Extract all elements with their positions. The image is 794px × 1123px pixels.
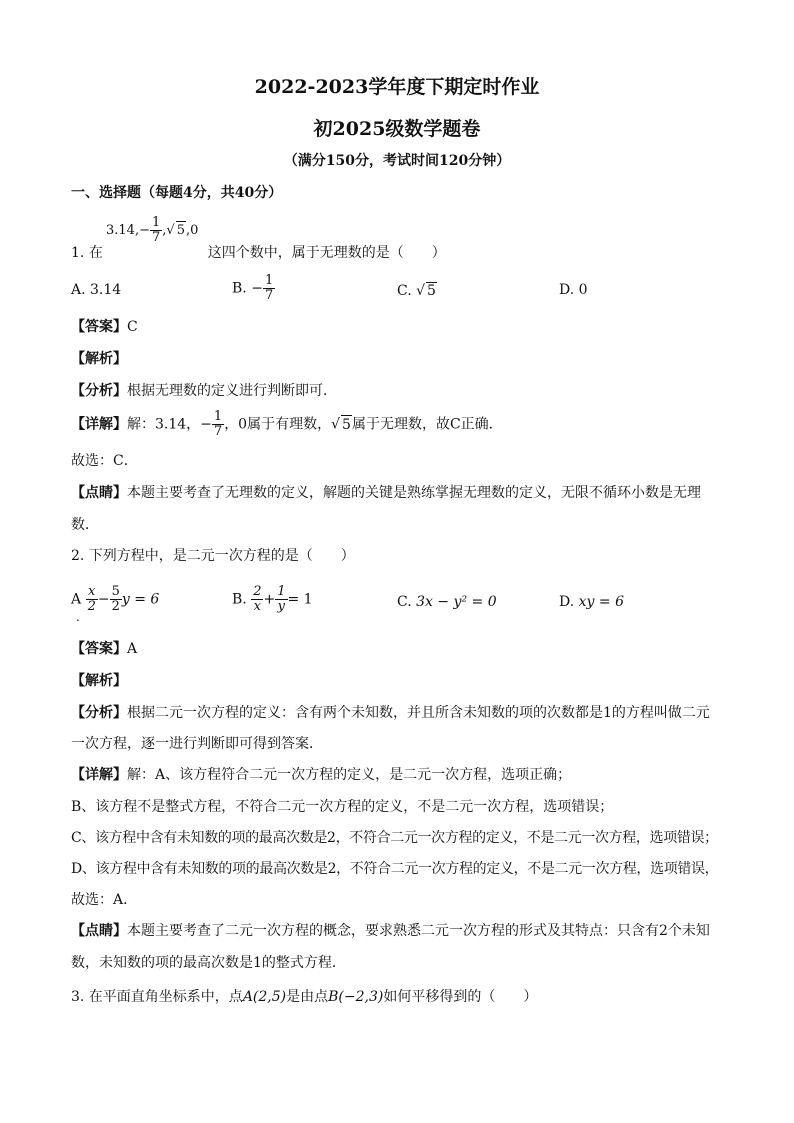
q2-opt-b-f1-num: 2: [253, 584, 262, 599]
q2-opt-a-fraction-2: [110, 585, 122, 614]
q1-xiangjie-a: 解：3.14，: [127, 416, 201, 433]
q2-opt-a-dot: .: [76, 610, 80, 624]
q1-opt-b-minus: −: [251, 280, 263, 297]
q3-stem: [71, 988, 537, 1006]
q1-opt-c-label: C.: [397, 283, 412, 299]
q2-option-a: [71, 585, 159, 614]
q2-option-b: [232, 585, 313, 614]
q1-prefix: 在: [88, 245, 103, 261]
q1-guxuan: 故选：C．: [71, 453, 138, 469]
q2-xiangjie-b: B、该方程不是整式方程，不符合二元一次方程的定义，不是二元一次方程，选项错误；: [71, 799, 614, 815]
q2-opt-b-f1-den: x: [253, 599, 262, 614]
q1-fenxi-text: 根据无理数的定义进行判断即可．: [127, 383, 337, 399]
q3-stem-b: 是由点: [286, 989, 329, 1005]
q2-opt-a-fraction-1: [86, 585, 98, 614]
q1-opt-b-label: B.: [232, 280, 247, 297]
q2-opt-b-fraction-2: [275, 585, 287, 614]
q1-xiangjie-num: 1: [213, 409, 223, 424]
answer-tag: 【答案】: [71, 641, 127, 657]
q1-expr-tail: ,0: [185, 223, 199, 238]
fenxi-tag: 【分析】: [71, 705, 127, 721]
q1-xiangjie-c: 属于无理数，故C正确．: [351, 416, 503, 433]
q1-number: 1.: [71, 245, 85, 261]
q1-analysis-tag: 【解析】: [71, 351, 127, 367]
q1-option-a: A. 3.14: [71, 282, 122, 298]
q1-dianjing: [71, 484, 701, 502]
q1-expr-minus: −: [139, 223, 150, 238]
q1-opt-c-val: 5: [427, 283, 436, 299]
q2-opt-c-label: C.: [397, 594, 412, 610]
sqrt-icon: √: [331, 416, 341, 433]
q2-option-c: [397, 594, 497, 610]
q1-xiangjie-den: 7: [213, 424, 223, 439]
q2-opt-c-expr: 3x − y² = 0: [416, 594, 497, 610]
q1-stem-text: 这四个数中，属于无理数的是（ ）: [207, 245, 446, 261]
sqrt-icon: √: [416, 283, 426, 299]
q2-dianjing: [71, 922, 710, 940]
answer-tag: 【答案】: [71, 319, 127, 335]
q1-xiangjie: [71, 410, 503, 439]
q2-option-d: [559, 594, 624, 610]
q1-opt-b-fraction: [263, 274, 275, 303]
q1-expr-prefix: 3.14,: [106, 223, 140, 238]
q2-answer: [71, 640, 137, 658]
exam-info: （满分150分，考试时间120分钟）: [283, 153, 511, 169]
q1-dianjing-1: 本题主要考查了无理数的定义，解题的关键是熟练掌握无理数的定义，无限不循环小数是无理: [127, 485, 701, 501]
q2-opt-b-f2-num: 1: [277, 584, 286, 599]
q2-opt-b-label: B.: [232, 591, 247, 608]
q1-option-c: [397, 282, 437, 299]
q2-guxuan: 故选：A．: [71, 892, 138, 908]
q1-answer-value: C: [127, 319, 138, 335]
q1-expr-fraction: [150, 216, 162, 245]
q2-opt-b-f2-den: y: [277, 599, 286, 614]
q2-answer-value: A: [127, 641, 138, 657]
q2-opt-b-fraction-1: [251, 585, 263, 614]
q1-dianjing-cont: 数．: [71, 517, 99, 533]
q1-answer: [71, 318, 138, 336]
q1-option-d: D. 0: [559, 282, 588, 298]
q2-opt-a-f1-num: x: [86, 585, 98, 600]
dianjing-tag: 【点睛】: [71, 923, 127, 939]
q1-xiangjie-b: ，0属于有理数，: [224, 416, 332, 433]
sqrt-icon: √: [166, 223, 175, 238]
q1-xiangjie-minus: −: [200, 416, 212, 433]
q1-opt-b-den: 7: [264, 288, 274, 303]
q2-opt-a-minus: −: [97, 591, 110, 608]
xiangjie-tag: 【详解】: [71, 416, 127, 433]
dianjing-tag: 【点睛】: [71, 485, 127, 501]
q3-stem-a: 3. 在平面直角坐标系中，点: [71, 989, 243, 1005]
q1-fenxi: [71, 382, 337, 400]
q2-opt-a-f2-num: 5: [111, 584, 120, 599]
q1-expression: [106, 216, 198, 245]
q2-fenxi-1: 根据二元一次方程的定义：含有两个未知数，并且所含未知数的项的次数都是1的方程叫做二元: [127, 705, 710, 721]
q1-expr-sqrt-val: 5: [176, 223, 185, 238]
fenxi-tag: 【分析】: [71, 383, 127, 399]
q2-opt-b-tail: = 1: [287, 591, 313, 608]
q2-dianjing-1: 本题主要考查了二元一次方程的概念，要求熟悉二元一次方程的形式及其特点：只含有2个未知: [127, 923, 710, 939]
q2-opt-a-tail: y = 6: [121, 591, 160, 608]
q1-expr-comma: ,: [162, 223, 167, 238]
q2-xiangjie-d: D、该方程中含有未知数的项的最高次数是2，不符合二元一次方程的定义，不是二元一次方程，选项错误，: [71, 861, 719, 877]
q3-point-b: B(−2,3): [328, 989, 384, 1005]
q2-fenxi: [71, 704, 710, 722]
section-heading: 一、选择题（每题4分，共40分）: [71, 185, 283, 201]
q2-opt-b-plus: +: [263, 591, 276, 608]
q2-opt-d-label: D.: [559, 594, 575, 610]
q2-dianjing-cont: 数，未知数的项的最高次数是1的整式方程．: [71, 955, 346, 971]
q2-opt-a-f2-den: 2: [111, 599, 120, 614]
q2-stem: 2. 下列方程中，是二元一次方程的是（ ）: [71, 548, 355, 564]
q2-xiangjie: [71, 766, 571, 784]
q2-xiangjie-a: 解：A、该方程符合二元一次方程的定义，是二元一次方程，选项正确；: [127, 767, 572, 783]
q3-stem-c: 如何平移得到的（ ）: [383, 989, 538, 1005]
q3-point-a: A(2,5): [242, 989, 287, 1005]
q1-xiangjie-val: 5: [342, 416, 351, 433]
q1-stem: [71, 244, 446, 262]
xiangjie-tag: 【详解】: [71, 767, 127, 783]
q1-option-b: [232, 274, 275, 303]
q2-opt-a-label: A: [71, 591, 82, 608]
q1-expr-num: 1: [151, 215, 161, 230]
q1-xiangjie-fraction: [212, 410, 224, 439]
q2-opt-a-f1-den: 2: [87, 599, 96, 614]
q1-opt-b-num: 1: [264, 273, 274, 288]
q1-expr-den: 7: [151, 230, 161, 245]
q2-opt-d-expr: xy = 6: [578, 594, 624, 610]
q2-xiangjie-c: C、该方程中含有未知数的项的最高次数是2，不符合二元一次方程的定义，不是二元一次方程，选项错误；: [71, 830, 718, 846]
exam-subtitle-grade: 初2025级数学题卷: [313, 118, 481, 140]
exam-title: 2022-2023学年度下期定时作业: [254, 76, 540, 98]
q2-fenxi-cont: 一次方程，逐一进行判断即可得到答案．: [71, 736, 323, 752]
q2-analysis-tag: 【解析】: [71, 673, 127, 689]
